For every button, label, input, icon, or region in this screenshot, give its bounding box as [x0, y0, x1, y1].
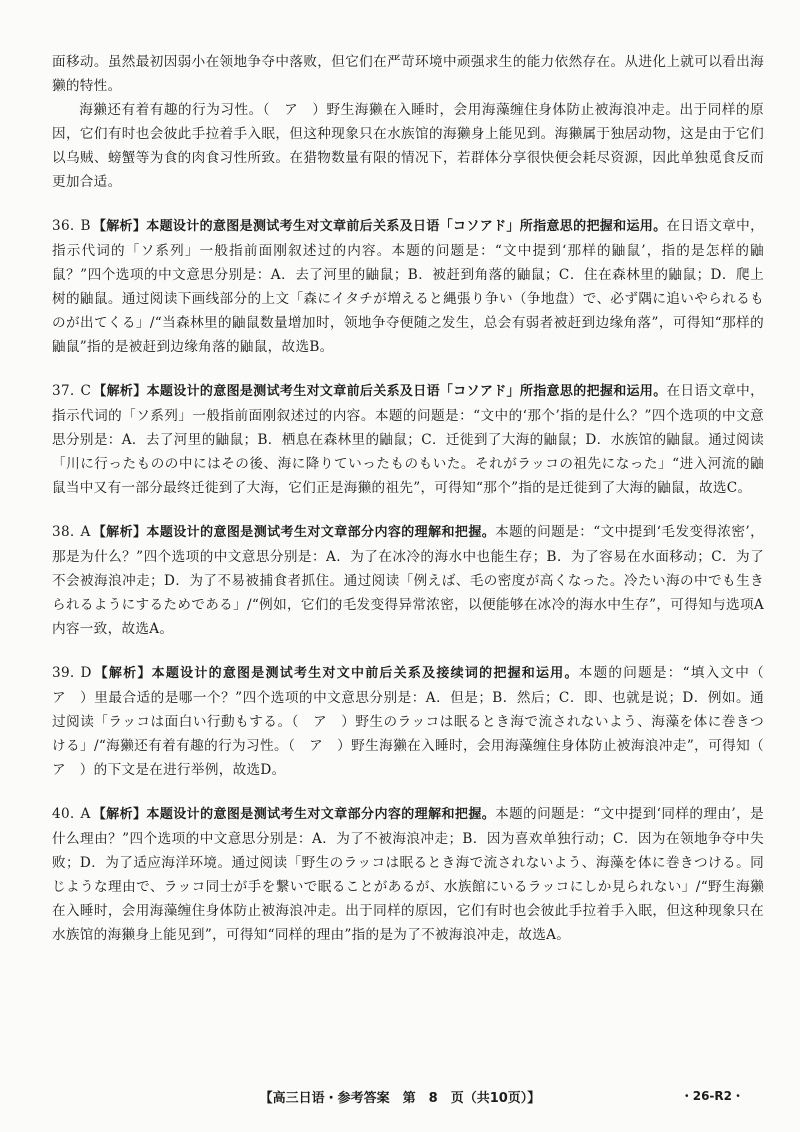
analysis-body: 本题的问题是：“填入文中（ ア ）里最合适的是哪一个？”四个选项的中文意思分别是：A．但是；B．然后；C．即、也就是说；D．例如。通过阅读「ラッコは面白い行動もする。（ ア ）野生のラッコは眠るとき海で流されないよう、海藻を体に巻きつける」/“海獭还有着有趣的行为习性。（ ア ）野生海獭在入睡时，会用海藻缠住身体防止被海浪冲走”，可得知（ ア ）的下文是在进行举例，故选D。: [52, 665, 778, 778]
answer-letter: A: [80, 524, 91, 540]
question-number: 36.: [52, 218, 75, 234]
question-number: 40.: [52, 806, 75, 822]
analysis-tag: 【解析】: [92, 219, 147, 234]
analysis-tag: 【解析】: [93, 384, 147, 399]
analysis-tag: 【解析】: [92, 525, 147, 540]
design-intent: 本题设计的意图是测试考生对文章前后关系及日语「コソアド」所指意思的把握和运用。: [146, 384, 667, 399]
design-intent: 本题设计的意图是测试考生对文章部分内容的理解和把握。: [146, 807, 496, 822]
analysis-body: 在日语文章中，指示代词的「ソ系列」一般指前面刚叙述过的内容。本题的问题是：“文中的‘那个’指的是什么？”四个选项的中文意思分别是：A．去了河里的鼬鼠；B．栖息在森林里的鼬鼠；C．迁徙到了大海的鼬鼠；D．水族馆的鼬鼠。通过阅读「川に行ったものの中にはその後、海に降りていったものもいた。それがラッコの祖先になった」“进入河流的鼬鼠当中又有一部分最终迁徙到了大海，它们正是海獭的祖先”，可得知“那个”指的是迁徙到了大海的鼬鼠，故选C。: [52, 383, 764, 496]
question-number: 39.: [52, 665, 75, 681]
answer-letter: C: [80, 383, 92, 399]
analysis-body: 本题的问题是：“文中提到‘同样的理由’，是什么理由？”四个选项的中文意思分别是：A．为了不被海浪冲走；B．因为喜欢单独行动；C．因为在领地争夺中失败；D．为了适应海洋环境。通过阅读「野生のラッコは眠るとき海で流されないよう、海藻を体に巻きつける。同じような理由で、ラッコ同士が手を繋いで眠ることがあるが、水族館にいるラッコにしか見られない」/“野生海獭在入睡时，会用海藻缠住身体防止被海浪冲走。出于同样的原因，它们有时也会彼此手拉着手入眠，但这种现象只在水族馆的海獭身上能见到”，可得知“同样的理由”指的是为了不被海浪冲走，故选A。: [52, 806, 764, 943]
intro-paragraph: 海獭还有着有趣的行为习性。（ ア ）野生海獭在入睡时，会用海藻缠住身体防止被海浪冲走。出于同样的原因，它们有时也会彼此手拉着手入眠，但这种现象只在水族馆的海獭身上能见到。海獭属于独居动物，这是由于它们以乌贼、螃蟹等为食的肉食习性所致。在猎物数量有限的情况下，若群体分享很快便会耗尽资源，因此单独觅食反而更加合适。: [52, 102, 764, 190]
document-code: ・26-R2・: [680, 1089, 744, 1103]
design-intent: 本题设计的意图是测试考生对文章前后关系及日语「コソアド」所指意思的把握和运用。: [146, 219, 667, 234]
answer-item: [52, 520, 764, 641]
page-footer: 【高三日语・参考答案 第 8 页（共10页）】: [259, 1091, 541, 1106]
answer-letter: B: [80, 218, 91, 234]
question-number: 37.: [52, 383, 75, 399]
analysis-tag: 【解析】: [92, 807, 147, 822]
answer-letter: A: [80, 806, 91, 822]
answer-item: [52, 661, 778, 782]
intro-paragraph: 面移动。虽然最初因弱小在领地争夺中落败，但它们在严苛环境中顽强求生的能力依然存在。从进化上就可以看出海獭的特性。: [52, 54, 764, 94]
answer-item: [52, 214, 764, 359]
analysis-body: 本题的问题是：“文中提到‘毛发变得浓密’，那是为什么？”四个选项的中文意思分别是：A．为了在冰冷的海水中也能生存；B．为了容易在水面移动；C．为了不会被海浪冲走；D．为了不易被捕食者抓住。通过阅读「例えば、毛の密度が高くなった。冷たい海の中でも生きられるようにするためである」/“例如，它们的毛发变得异常浓密，以便能够在冰冷的海水中生存”，可得知与选项A内容一致，故选A。: [52, 524, 764, 637]
answer-item: [52, 802, 764, 947]
design-intent: 本题设计的意图是测试考生对文中前后关系及接续词的把握和运用。: [151, 666, 579, 681]
answer-item: [52, 379, 764, 500]
question-number: 38.: [52, 524, 75, 540]
design-intent: 本题设计的意图是测试考生对文章部分内容的理解和把握。: [146, 525, 496, 540]
answer-page: [52, 50, 778, 947]
analysis-body: 在日语文章中，指示代词的「ソ系列」一般指前面刚叙述过的内容。本题的问题是：“文中提到‘那样的鼬鼠’，指的是怎样的鼬鼠？”四个选项的中文意思分别是：A．去了河里的鼬鼠；B．被赶到角落的鼬鼠；C．住在森林里的鼬鼠；D．爬上树的鼬鼠。通过阅读下画线部分的上文「森にイタチが増えると縄張り争い（争地盘）で、必ず隅に追いやられるものが出てくる」/“当森林里的鼬鼠数量增加时，领地争夺便随之发生，总会有弱者被赶到边缘角落”，可得知“那样的鼬鼠”指的是被赶到边缘角落的鼬鼠，故选B。: [52, 218, 764, 355]
answer-letter: D: [80, 665, 92, 681]
analysis-tag: 【解析】: [93, 666, 152, 681]
